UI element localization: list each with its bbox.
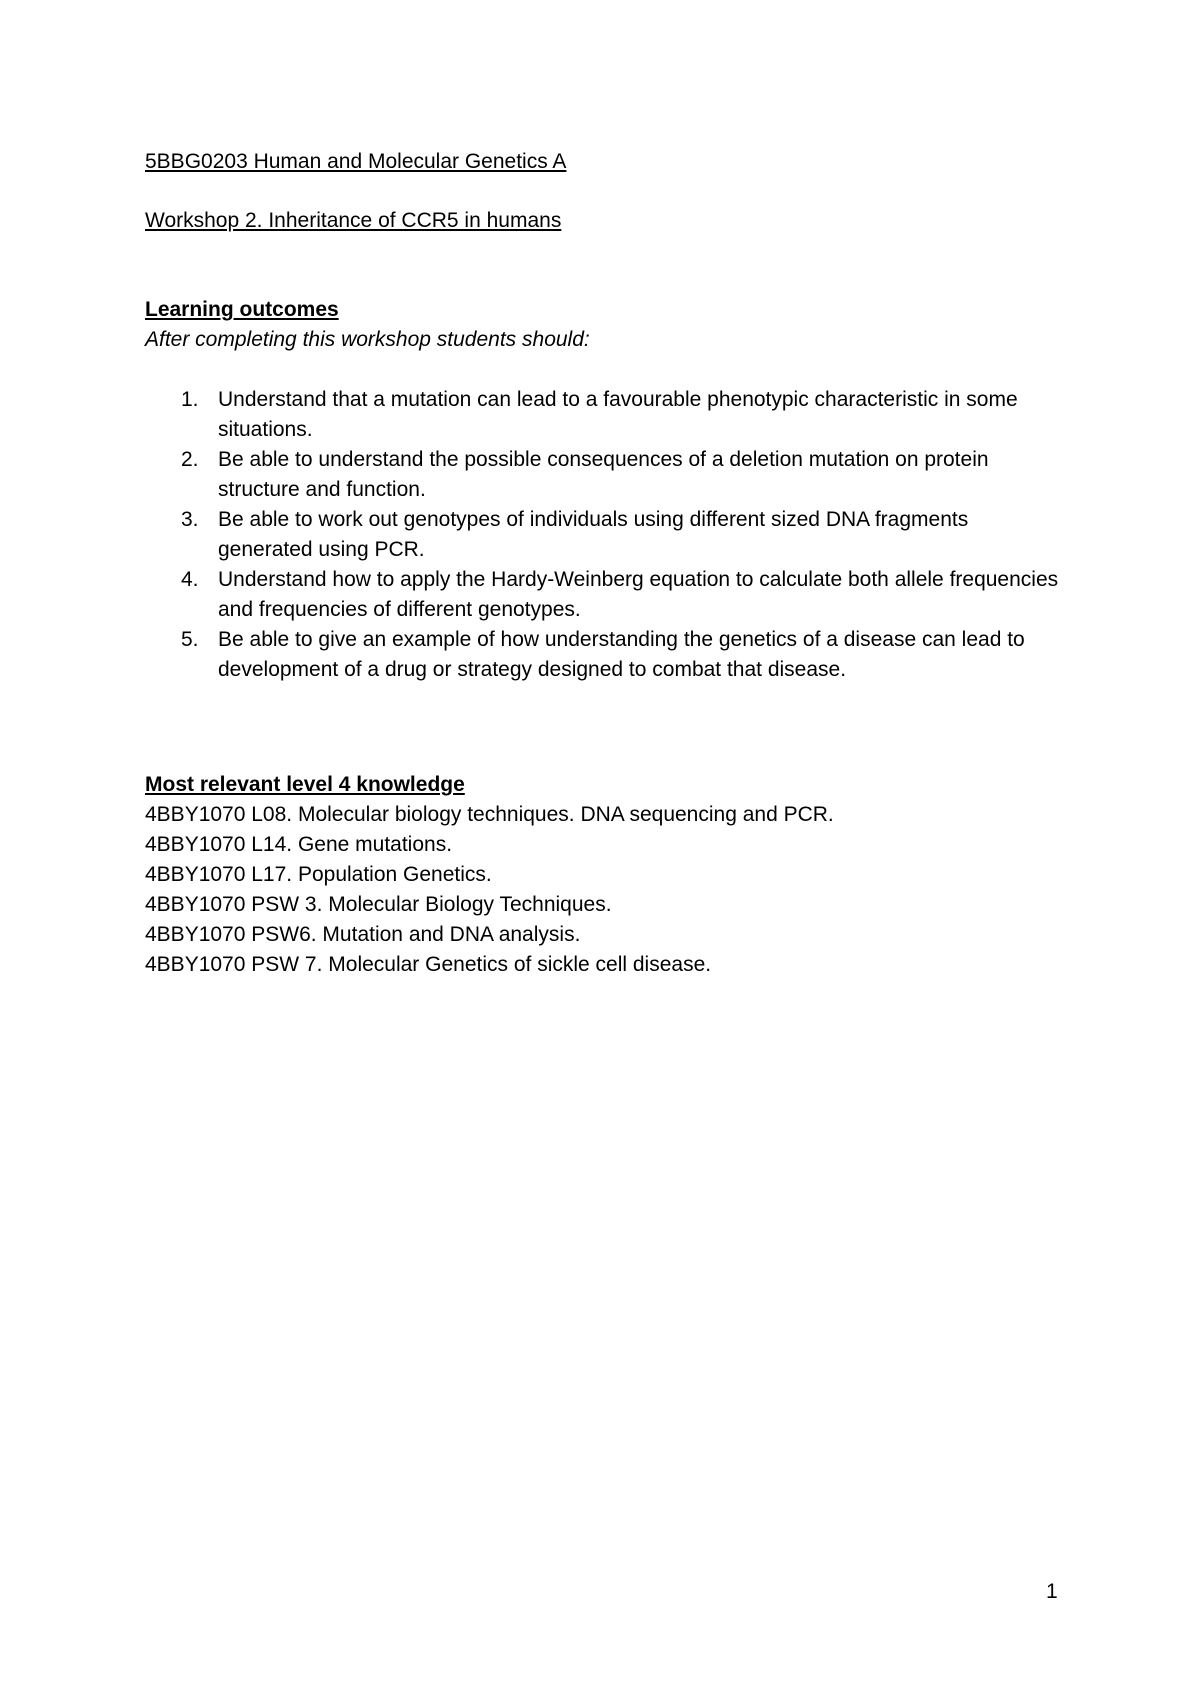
knowledge-item: 4BBY1070 L08. Molecular biology techniques. DNA sequencing and PCR.: [145, 803, 834, 826]
knowledge-list: [145, 800, 834, 980]
list-item: [145, 565, 1065, 625]
learning-outcomes-intro: After completing this workshop students should:: [145, 328, 590, 351]
list-item-number: 1.: [181, 388, 199, 411]
knowledge-item: 4BBY1070 L14. Gene mutations.: [145, 833, 453, 856]
knowledge-heading: Most relevant level 4 knowledge: [145, 773, 465, 796]
list-item: [145, 505, 1065, 565]
course-title: 5BBG0203 Human and Molecular Genetics A: [145, 150, 567, 173]
list-item: [145, 445, 1065, 505]
list-item: [145, 385, 1065, 445]
list-item-text: Be able to work out genotypes of individuals using different sized DNA fragments generated using PCR.: [218, 508, 969, 561]
list-item-number: 2.: [181, 448, 199, 471]
knowledge-item: 4BBY1070 PSW6. Mutation and DNA analysis.: [145, 923, 581, 946]
knowledge-item: 4BBY1070 PSW 7. Molecular Genetics of sickle cell disease.: [145, 953, 712, 976]
list-item-number: 5.: [181, 628, 199, 651]
list-item-number: 4.: [181, 568, 199, 591]
list-item-text: Be able to give an example of how understanding the genetics of a disease can lead to development of a drug or strategy designed to combat that disease.: [218, 628, 1025, 681]
knowledge-item: 4BBY1070 L17. Population Genetics.: [145, 863, 492, 886]
learning-outcomes-heading: Learning outcomes: [145, 298, 339, 321]
list-item-text: Be able to understand the possible consequences of a deletion mutation on protein structure and function.: [218, 448, 989, 501]
page-number: 1: [1046, 1580, 1058, 1603]
workshop-title: Workshop 2. Inheritance of CCR5 in humans: [145, 209, 562, 232]
list-item-text: Understand that a mutation can lead to a favourable phenotypic characteristic in some situations.: [218, 388, 1018, 441]
list-item: [145, 625, 1065, 685]
knowledge-item: 4BBY1070 PSW 3. Molecular Biology Techniques.: [145, 893, 612, 916]
list-item-number: 3.: [181, 508, 199, 531]
list-item-text: Understand how to apply the Hardy-Weinberg equation to calculate both allele frequencies and frequencies of different genotypes.: [218, 568, 1059, 621]
learning-outcomes-list: [145, 385, 1065, 685]
